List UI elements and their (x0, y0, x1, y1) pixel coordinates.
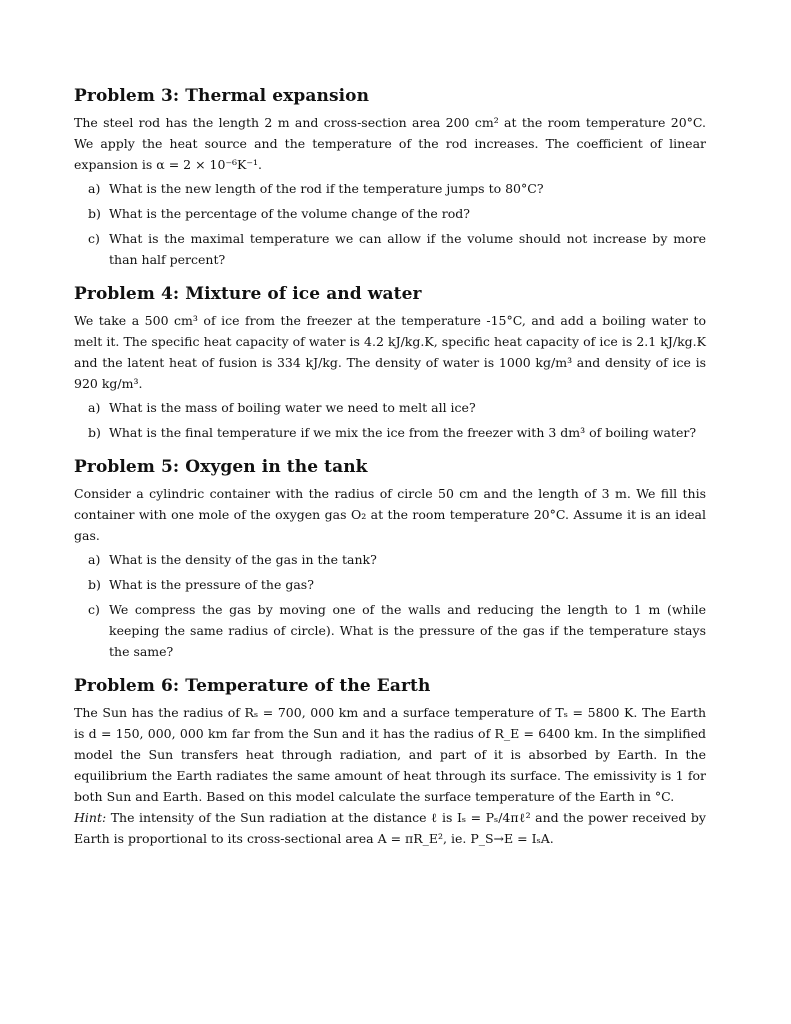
problem-3-section (74, 86, 706, 270)
question-label: a) (88, 552, 101, 567)
problem-4-section (74, 284, 706, 443)
question-item (74, 422, 706, 443)
question-item (74, 203, 706, 224)
question-text: What is the percentage of the volume change of the rod? (109, 206, 470, 221)
question-label: b) (88, 206, 101, 221)
question-item (74, 599, 706, 662)
problem-6-section (74, 676, 706, 849)
question-text: What is the new length of the rod if the temperature jumps to 80°C? (109, 181, 544, 196)
problem-6-text: The Sun has the radius of Rₛ = 700, 000 km and a surface temperature of Tₛ = 5800 K. The Earth is d = 150, 000, 000 km far from the Sun and it has the radius of R_E = 6400 km. In the simplified model the Sun transfers heat through radiation, and part of it is absorbed by Earth. In the equilibrium the Earth radiates the same amount of heat through its surface. The emissivity is 1 for both Sun and Earth. Based on this model calculate the surface temperature of the Earth in °C. (74, 705, 706, 804)
question-label: a) (88, 181, 101, 196)
question-text: What is the pressure of the gas? (109, 577, 314, 592)
question-item (74, 397, 706, 418)
question-item (74, 178, 706, 199)
document-page (74, 86, 706, 863)
question-label: b) (88, 577, 101, 592)
question-label: c) (88, 602, 100, 617)
question-text: What is the mass of boiling water we need to melt all ice? (109, 400, 476, 415)
question-label: b) (88, 425, 101, 440)
question-item (74, 574, 706, 595)
question-text: What is the density of the gas in the tank? (109, 552, 377, 567)
problem-4-title: Problem 4: Mixture of ice and water (74, 284, 422, 304)
question-text: What is the maximal temperature we can allow if the volume should not increase by more than half percent? (109, 231, 706, 267)
question-label: a) (88, 400, 101, 415)
problem-3-questions (74, 178, 706, 270)
hint-text: The intensity of the Sun radiation at the distance ℓ is Iₛ = Pₛ/4πℓ² and the power received by Earth is proportional to its cross-sectional area A = πR_E², ie. P_S→E = IₛA. (74, 810, 706, 846)
problem-6-title: Problem 6: Temperature of the Earth (74, 676, 431, 696)
question-text: What is the final temperature if we mix the ice from the freezer with 3 dm³ of boiling water? (109, 425, 697, 440)
question-label: c) (88, 231, 100, 246)
problem-4-questions (74, 397, 706, 443)
problem-5-title: Problem 5: Oxygen in the tank (74, 457, 368, 477)
problem-5-text: Consider a cylindric container with the radius of circle 50 cm and the length of 3 m. We fill this container with one mole of the oxygen gas O₂ at the room temperature 20°C. Assume it is an ideal gas. (74, 486, 706, 543)
problem-5-questions (74, 549, 706, 662)
problem-3-title: Problem 3: Thermal expansion (74, 86, 370, 106)
question-item (74, 228, 706, 270)
problem-6-hint (74, 807, 706, 849)
question-text: We compress the gas by moving one of the walls and reducing the length to 1 m (while keeping the same radius of circle). What is the pressure of the gas if the temperature stays the same? (109, 602, 706, 659)
problem-4-text: We take a 500 cm³ of ice from the freezer at the temperature -15°C, and add a boiling water to melt it. The specific heat capacity of water is 4.2 kJ/kg.K, specific heat capacity of ice is 2.1 kJ/kg.K and the latent heat of fusion is 334 kJ/kg. The density of water is 1000 kg/m³ and density of ice is 920 kg/m³. (74, 313, 706, 391)
question-item (74, 549, 706, 570)
problem-5-section (74, 457, 706, 662)
hint-label: Hint: (74, 810, 107, 825)
problem-3-text: The steel rod has the length 2 m and cross-section area 200 cm² at the room temperature 20°C. We apply the heat source and the temperature of the rod increases. The coefficient of linear expansion is α = 2 × 10⁻⁶K⁻¹. (74, 115, 706, 172)
